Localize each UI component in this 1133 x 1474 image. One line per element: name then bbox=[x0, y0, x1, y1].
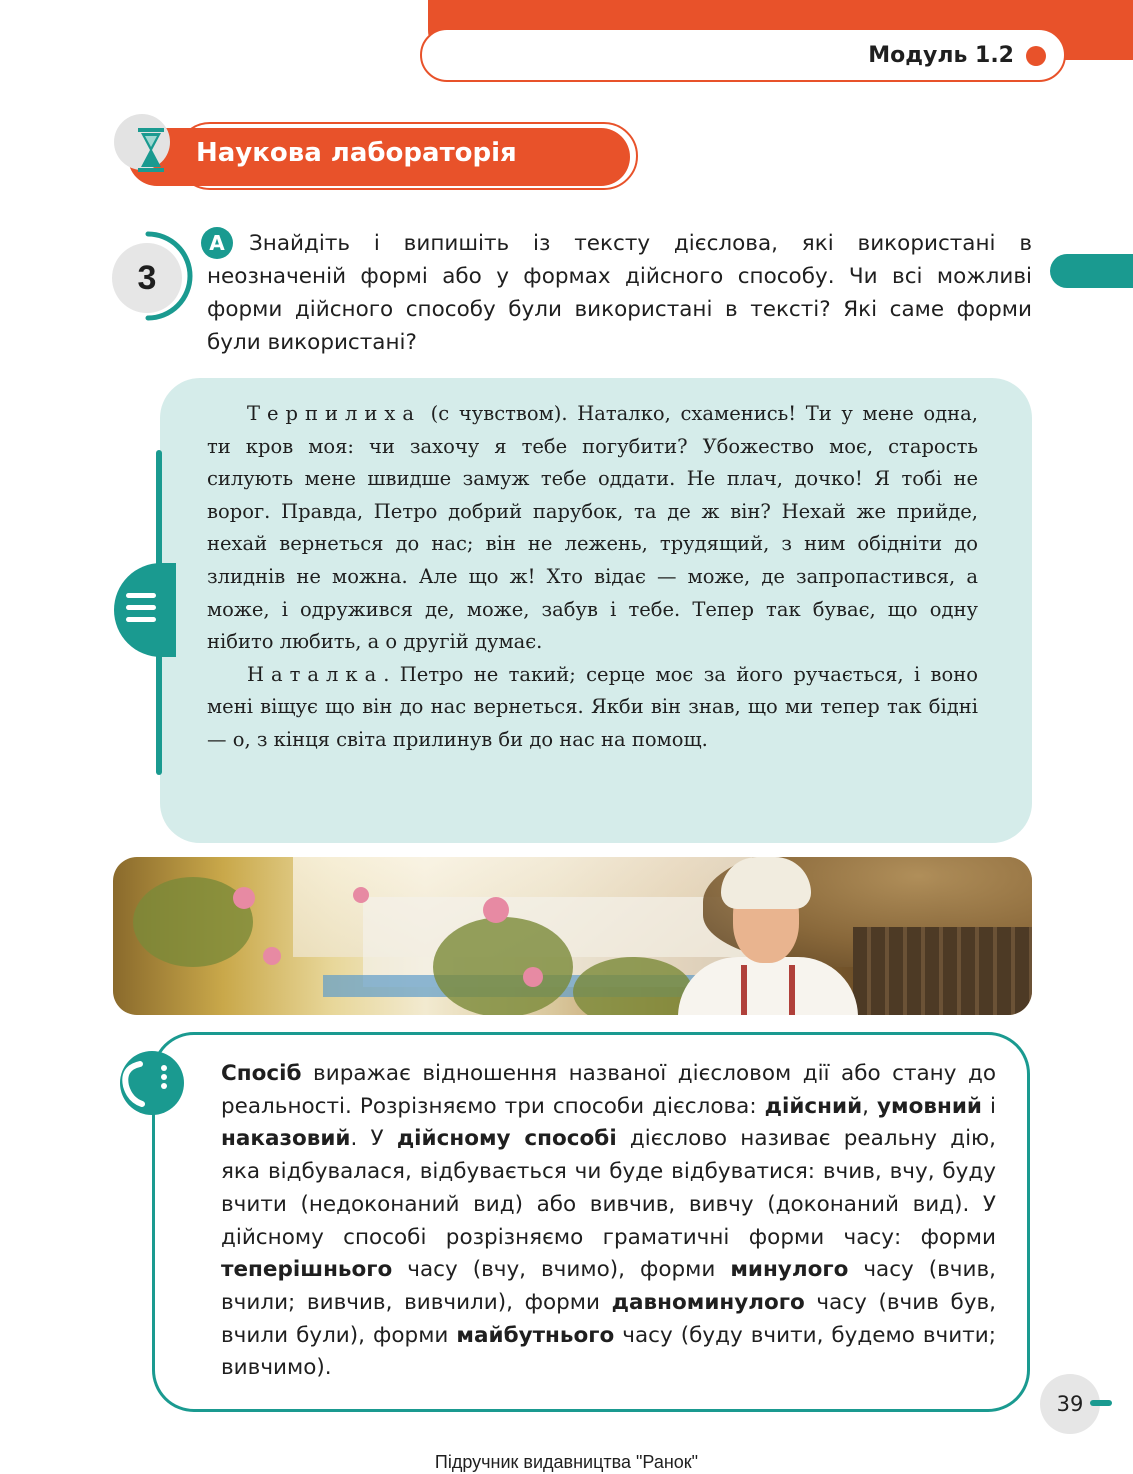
rule-text bbox=[221, 1058, 996, 1385]
side-tab bbox=[1050, 254, 1133, 288]
module-label: Модуль 1.2 bbox=[868, 43, 1014, 68]
rule-fragment: часу (вчив, вчили; вивчив, вивчили), форми bbox=[221, 1257, 996, 1315]
footer-publisher: Підручник видавництва "Ранок" bbox=[434, 1452, 699, 1472]
term: Спосіб bbox=[221, 1061, 302, 1086]
quote-paragraph bbox=[207, 659, 978, 757]
page-number-dash bbox=[1090, 1400, 1112, 1406]
rule-fragment: , bbox=[862, 1093, 878, 1119]
speech-text: (с чувством). Наталко, схаменись! Ти у мене одна, ти кров моя: чи захочу я тебе погубити? Убожество моє, старость силують мене швидше замуж тебе оддати. Не плач, дочко! Я тобі не ворог. Правда, Петро добрий парубок, та де ж він? Нехай же прийде, нехай вернеться до нас; він не лежень, трудящий, з ним обідніти до злиднів не можна. Але що ж! Хто відає — може, де запропастився, а може, і одружився де, може, забув і тебе. Тепер так буває, що одну нібито любить, а о другій думає. bbox=[207, 402, 978, 654]
module-pill bbox=[420, 28, 1066, 82]
rule-fragment: часу (вчив був, вчили були), форми bbox=[221, 1289, 996, 1348]
task-instruction-text: Знайдіть і випишіть із тексту дієслова, які використані в неозначеній формі або у формах дійсного способу. Чи всі можливі форми дійсного способу були використані в тексті? Які саме форми були використані? bbox=[207, 231, 1032, 355]
rule-fragment: часу (буду вчити, будемо вчити; вивчимо). bbox=[221, 1322, 996, 1381]
term: майбутнього bbox=[456, 1322, 615, 1348]
term: дійсний bbox=[764, 1093, 863, 1119]
speaker-name: Терпилиха bbox=[247, 402, 422, 425]
rule-fragment: виражає відношення названої дієсловом дії або стану до реальності. Розрізняємо три способи дієслова: bbox=[221, 1061, 996, 1119]
module-dot bbox=[1026, 46, 1046, 66]
term: наказовий bbox=[221, 1126, 351, 1152]
term: минулого bbox=[730, 1257, 849, 1283]
task-number: 3 bbox=[112, 243, 182, 313]
term: умовний bbox=[877, 1093, 982, 1119]
quote-paragraph bbox=[207, 398, 978, 659]
term: давноминулого bbox=[611, 1289, 805, 1315]
page-number: 39 bbox=[1040, 1374, 1100, 1434]
task-level-badge: A bbox=[201, 227, 233, 259]
speaker-name: Наталка bbox=[247, 662, 384, 686]
illustration-photo bbox=[113, 857, 1032, 1015]
rule-fragment: і bbox=[981, 1093, 996, 1119]
section-title: Наукова лабораторія bbox=[196, 138, 517, 168]
question-info-icon bbox=[112, 1046, 192, 1120]
term: дійсному способі bbox=[396, 1126, 617, 1152]
text-lines-icon bbox=[114, 563, 176, 657]
term: теперішнього bbox=[221, 1257, 393, 1283]
rule-fragment: дієслово називає реальну дію, яка відбувалася, відбувається чи буде відбуватися: вчив, вчу, буду вчити (недоконаний вид) або вивчив, вивчу (доконаний вид). У дійсному способі розрізняємо граматичні форми часу: форми bbox=[221, 1126, 996, 1250]
rule-fragment: . У bbox=[350, 1126, 397, 1152]
quote-text bbox=[207, 398, 978, 757]
task-instruction bbox=[207, 227, 1032, 359]
hourglass-icon bbox=[136, 126, 166, 174]
speech-text: . Петро не такий; серце моє за його ручається, і воно мені віщує що він до нас вернеться. Якби він знав, що ми тепер так бідні — о, з кінця світа прилинув би до нас на помощ. bbox=[207, 662, 978, 751]
rule-fragment: часу (вчу, вчимо), форми bbox=[392, 1257, 731, 1283]
